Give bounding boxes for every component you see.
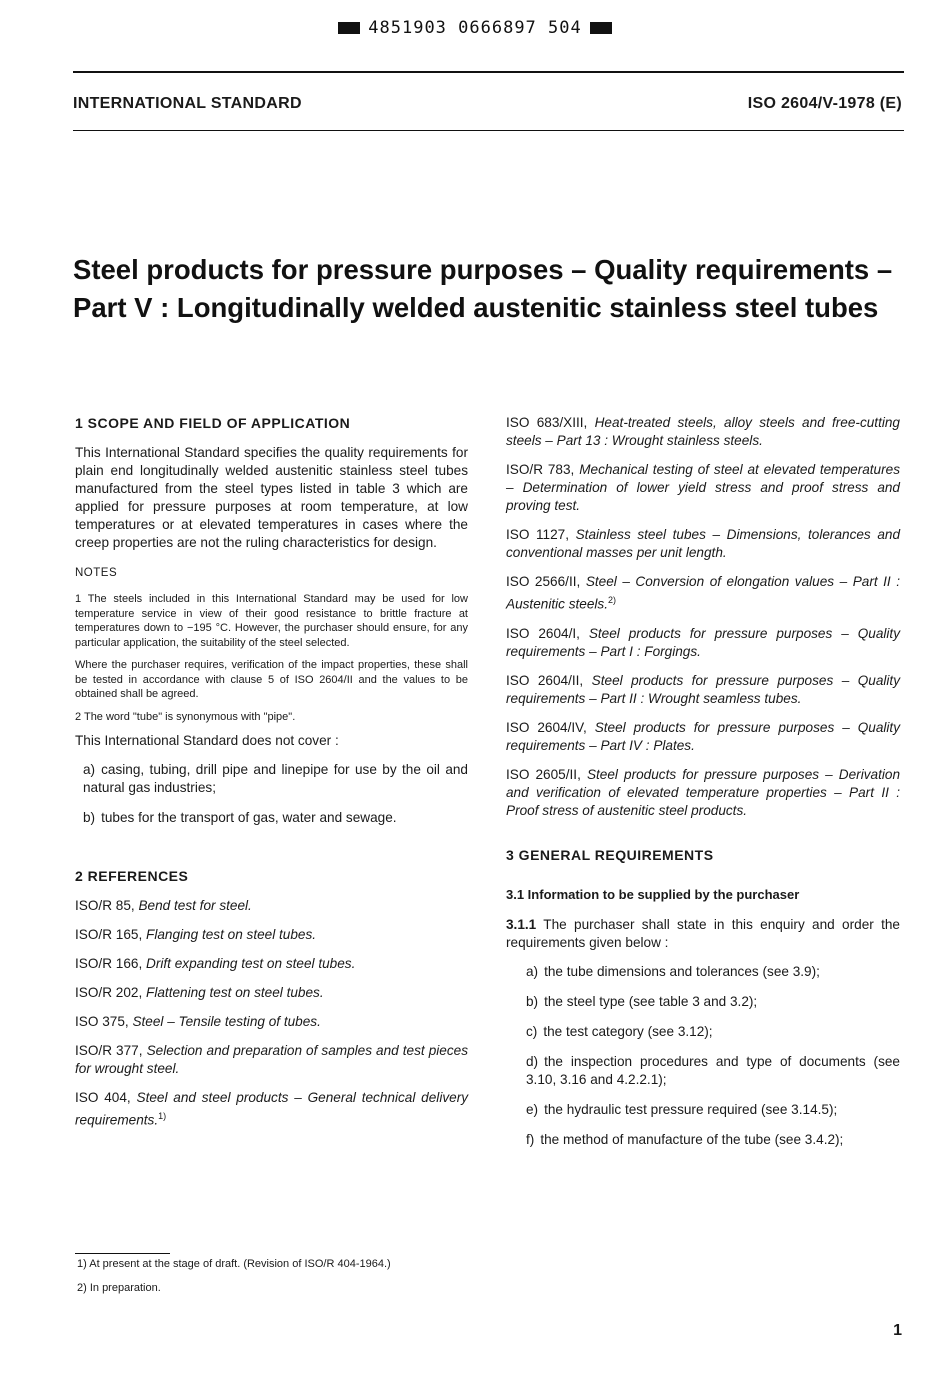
left-column xyxy=(75,414,468,1141)
reference-item: ISO/R 377, Selection and preparation of samples and test pieces for wrought steel. xyxy=(75,1043,469,1076)
footnote-marker: 2) xyxy=(608,595,617,605)
header-rule-top xyxy=(73,71,904,73)
list-item: c) the test category (see 3.12); xyxy=(526,1023,713,1039)
note-1: 1 The steels included in this International Standard may be used for low temperature service in view of their good resistance to brittle fracture at temperatures down to −195 °C. However, the purchaser should ensure, for any particular application, the suitability of the steel selected. xyxy=(75,593,468,649)
document-id: 4851903 0666897 504 xyxy=(368,18,582,38)
reference-item: ISO/R 85, Bend test for steel. xyxy=(75,898,252,913)
reference-item: ISO/R 165, Flanging test on steel tubes. xyxy=(75,927,317,942)
reference-item: ISO 683/XIII, Heat-treated steels, alloy steels and free-cutting steels – Part 13 : Wrought stainless steels. xyxy=(506,415,900,448)
list-item: d) the inspection procedures and type of documents (see 3.10, 3.16 and 4.2.2.1); xyxy=(526,1053,900,1087)
reference-item: ISO 404, Steel and steel products – General technical delivery requirements.$^{1)}$ xyxy=(75,1090,469,1128)
black-bar-left xyxy=(338,22,360,34)
list-item: e) the hydraulic test pressure required (see 3.14.5); xyxy=(526,1101,838,1117)
reference-item: ISO 2605/II, Steel products for pressure purposes – Derivation and verification of elevated temperature properties – Part II : Proof stress of austenitic steel products. xyxy=(506,766,901,818)
reference-item: ISO/R 783, Mechanical testing of steel at elevated temperatures – Determination of lower yield stress and proof stress and proving test. xyxy=(506,462,900,513)
page-number: 1 xyxy=(893,1322,902,1339)
reference-item: ISO 1127, Stainless steel tubes – Dimensions, tolerances and conventional masses per unit length. xyxy=(506,527,900,560)
reference-item: ISO 2604/II, Steel products for pressure purposes – Quality requirements – Part II : Wrought seamless tubes. xyxy=(506,672,901,706)
footnote-rule xyxy=(75,1253,170,1254)
not-cover-intro: This International Standard does not cover : xyxy=(75,733,339,748)
black-bar-right xyxy=(590,22,612,34)
notes-heading: NOTES xyxy=(75,567,118,579)
document-id-line xyxy=(0,18,950,38)
header-standard-label: INTERNATIONAL STANDARD xyxy=(73,95,302,112)
list-item: b) the steel type (see table 3 and 3.2); xyxy=(526,993,758,1009)
reference-item: ISO 2604/IV, Steel products for pressure purposes – Quality requirements – Part IV : Plates. xyxy=(506,719,901,753)
header-rule-bottom xyxy=(73,130,904,131)
header-standard-number: ISO 2604/V-1978 (E) xyxy=(747,95,902,112)
note-1-continued: Where the purchaser requires, verification of the impact properties, these shall be tested in accordance with clause 5 of ISO 2604/II and the values to be obtained shall be agreed. xyxy=(75,659,468,700)
reference-item: ISO/R 166, Drift expanding test on steel tubes. xyxy=(75,956,356,971)
title-line-1: Steel products for pressure purposes – Quality requirements – xyxy=(73,254,893,285)
list-item: a) the tube dimensions and tolerances (see 3.9); xyxy=(526,963,820,979)
section-1-heading: 1 SCOPE AND FIELD OF APPLICATION xyxy=(75,415,351,431)
reference-item: ISO/R 202, Flattening test on steel tubes. xyxy=(75,985,324,1000)
section-2-heading: 2 REFERENCES xyxy=(75,868,189,884)
footnote-1: 1) At present at the stage of draft. (Revision of ISO/R 404-1964.) xyxy=(77,1258,391,1270)
reference-item: ISO 375, Steel – Tensile testing of tubes. xyxy=(75,1014,321,1029)
footnote-marker: 1) xyxy=(158,1111,167,1121)
subsection-3-1-heading: 3.1 Information to be supplied by the purchaser xyxy=(506,886,800,902)
page-title xyxy=(73,251,913,327)
reference-item: ISO 2566/II, Steel – Conversion of elongation values – Part II : Austenitic steels.$^{2)}$ xyxy=(506,574,900,612)
section-3-heading: 3 GENERAL REQUIREMENTS xyxy=(506,846,714,863)
footnote-2: 2) In preparation. xyxy=(77,1282,161,1294)
section-1-body: This International Standard specifies the quality requirements for plain end longitudinally welded austenitic stainless steel tubes manufactured from the steel types listed in table 3 which are applied for pressure purposes at room temperature, at low temperatures or at elevated temperatures in cases where the creep properties are not the ruling characteristics for design. xyxy=(75,445,468,550)
list-item: a) casing, tubing, drill pipe and linepipe for use by the oil and natural gas industries; xyxy=(83,762,468,795)
note-2: 2 The word "tube" is synonymous with "pipe". xyxy=(75,710,296,723)
right-column xyxy=(506,414,900,1161)
clause-3-1-1: 3.1.1 The purchaser shall state in this enquiry and order the requirements given below : xyxy=(506,916,900,950)
list-item: b) tubes for the transport of gas, water and sewage. xyxy=(83,810,397,825)
list-item: f) the method of manufacture of the tube (see 3.4.2); xyxy=(526,1131,844,1147)
title-line-2: Part V : Longitudinally welded austenitic stainless steel tubes xyxy=(73,292,879,323)
reference-item: ISO 2604/I, Steel products for pressure purposes – Quality requirements – Part I : Forgings. xyxy=(506,625,900,659)
